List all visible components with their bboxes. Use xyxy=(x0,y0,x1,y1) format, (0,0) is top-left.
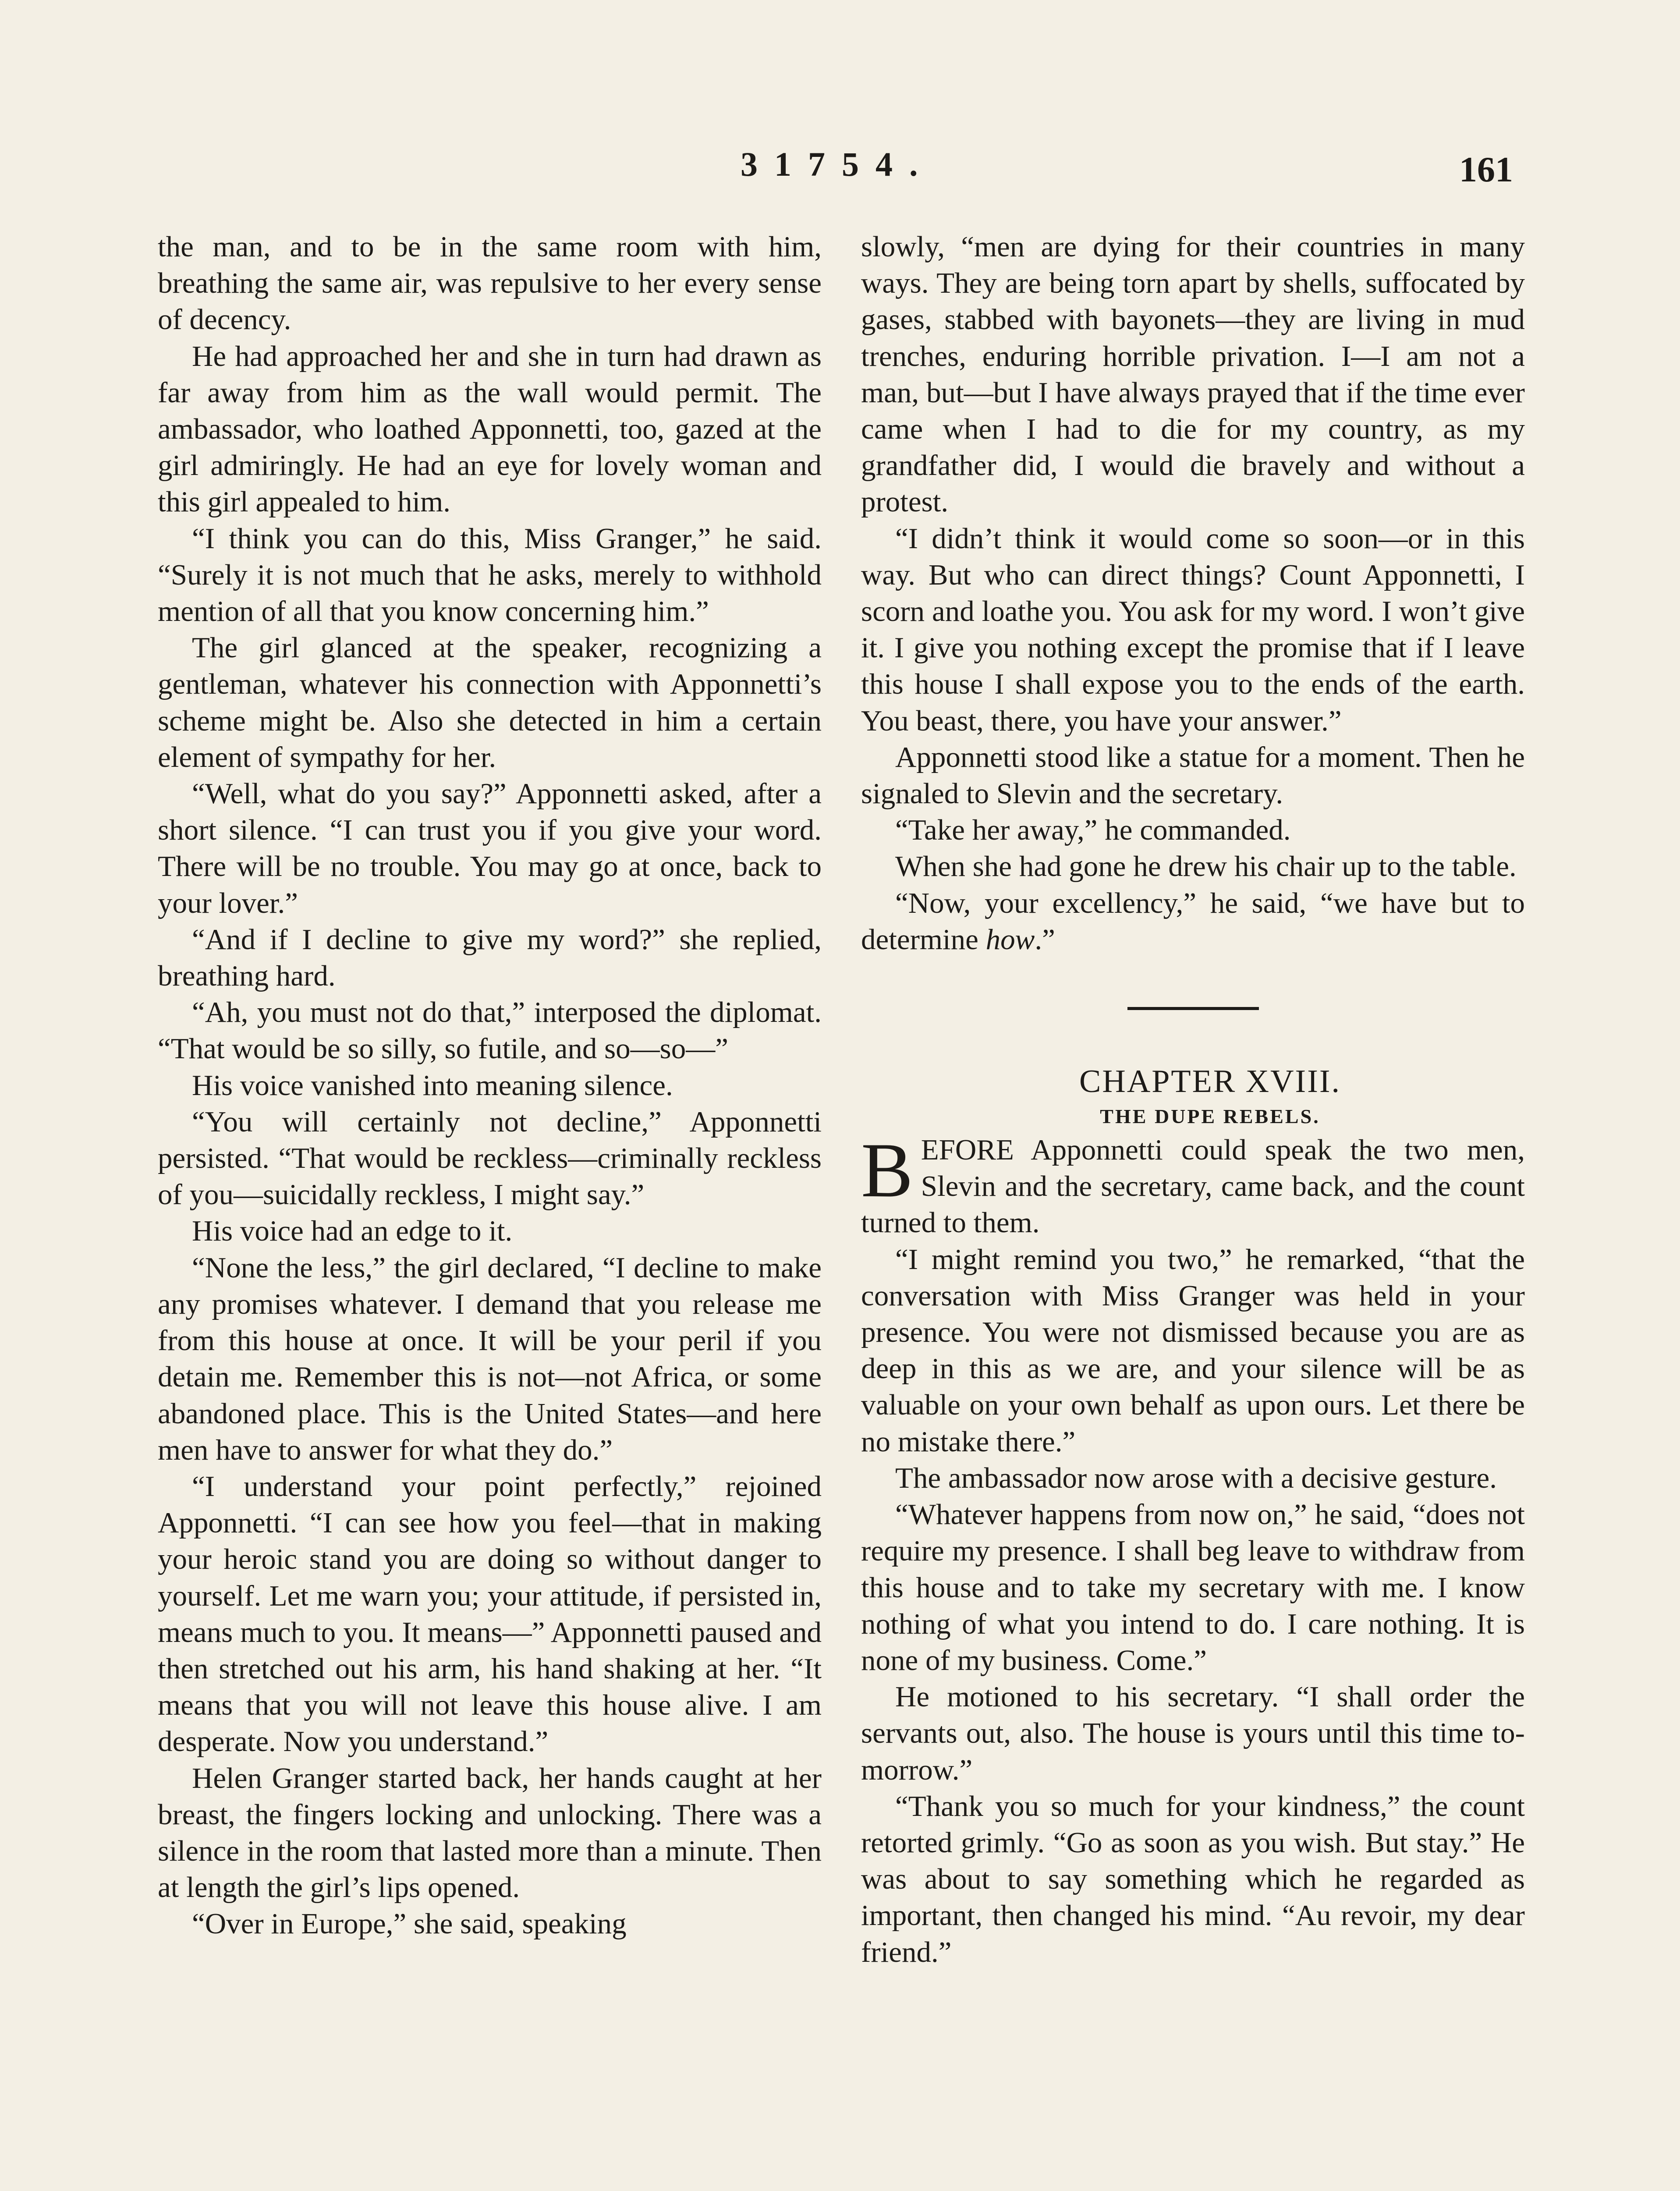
paragraph: “None the less,” the girl declared, “I decline to make any promises whatever. I demand that you release me from this house at once. It will be your peril if you detain me. Remember this is not—not Africa, or some abandoned place. This is the United States—and here men have to answer for what they do.” xyxy=(158,1251,822,1466)
left-column xyxy=(158,229,822,1943)
emphasis-text: how xyxy=(985,923,1035,956)
paragraph: “I might remind you two,” he remarked, “that the conversation with Miss Granger was held in your presence. You were not dismissed because you are as deep in this as we are, and your silence will be as valuable on your own behalf as upon ours. Let there be no mistake there.” xyxy=(861,1243,1525,1458)
paragraph: “Whatever happens from now on,” he said, “does not require my presence. I shall beg leave to withdraw from this house and to take my secretary with me. I know nothing of what you intend to do. I care nothing. It is none of my business. Come.” xyxy=(861,1498,1525,1677)
paragraph-text: EFORE Apponnetti could speak the two men, Slevin and the secretary, came back, and the count turned to them. xyxy=(861,1134,1525,1239)
paragraph: “Thank you so much for your kindness,” the count retorted grimly. “Go as soon as you wish. But stay.” He was about to say something which he regarded as important, then changed his mind. “Au revoir, my dear friend.” xyxy=(861,1790,1525,1968)
paragraph-text: “Now, your excellency,” he said, “we have but to determine xyxy=(861,886,1525,956)
paragraph: His voice had an edge to it. xyxy=(192,1215,513,1248)
paragraph: His voice vanished into meaning silence. xyxy=(192,1069,673,1102)
paragraph: He had approached her and she in turn had drawn as far away from him as the wall would permit. The ambassador, who loathed Apponnetti, too, gazed at the girl admiringly. He had an eye for lovely woman and this girl appealed to him. xyxy=(158,340,822,518)
drop-cap: B xyxy=(861,1127,913,1214)
chapter-title: CHAPTER XVIII. xyxy=(1079,1064,1341,1100)
page-number: 161 xyxy=(1459,149,1513,189)
right-column xyxy=(861,229,1525,1971)
paragraph: “And if I decline to give my word?” she replied, breathing hard. xyxy=(158,923,822,993)
section-divider xyxy=(1127,1007,1259,1010)
paragraph: “I think you can do this, Miss Granger,” he said. “Surely it is not much that he asks, merely to withhold mention of all that you know concerning him.” xyxy=(158,522,822,628)
paragraph: The ambassador now arose with a decisive gesture. xyxy=(895,1461,1497,1494)
page-header-code: 31754. xyxy=(741,145,935,183)
paragraph: “Take her away,” he commanded. xyxy=(895,814,1291,847)
chapter-opening-paragraph xyxy=(861,1127,1525,1241)
paragraph-text-end: .” xyxy=(1035,923,1055,956)
paragraph: the man, and to be in the same room with him, breathing the same air, was repulsive to her every sense of decency. xyxy=(158,230,822,336)
paragraph: “You will certainly not decline,” Apponnetti persisted. “That would be reckless—criminally reckless of you—suicidally reckless, I might say.” xyxy=(158,1105,822,1211)
paragraph xyxy=(861,885,1525,958)
paragraph: “I didn’t think it would come so soon—or in this way. But who can direct things? Count Apponnetti, I scorn and loathe you. You ask for my word. I won’t give it. I give you nothing except the promise that if I leave this house I shall expose you to the ends of the earth. You beast, there, you have your answer.” xyxy=(861,522,1525,737)
paragraph: Apponnetti stood like a statue for a moment. Then he signaled to Slevin and the secretary. xyxy=(861,741,1525,810)
paragraph: “Ah, you must not do that,” interposed the diplomat. “That would be so silly, so futile, and so—so—” xyxy=(158,996,822,1065)
paragraph: He motioned to his secretary. “I shall order the servants out, also. The house is yours until this time to-morrow.” xyxy=(861,1680,1525,1786)
paragraph: slowly, “men are dying for their countries in many ways. They are being torn apart by shells, suffocated by gases, stabbed with bayonets—they are living in mud trenches, enduring horrible privation. I—I am not a man, but—but I have always prayed that if the time ever came when I had to die for my country, as my grandfather did, I would die bravely and without a protest. xyxy=(861,230,1525,518)
paragraph: The girl glanced at the speaker, recognizing a gentleman, whatever his connection with Apponnetti’s scheme might be. Also she detected in him a certain element of sympathy for her. xyxy=(158,631,822,773)
paragraph: “I understand your point perfectly,” rejoined Apponnetti. “I can see how you feel—that in making your heroic stand you are doing so without danger to yourself. Let me warn you; your attitude, if persisted in, means much to you. It means—” Apponnetti paused and then stretched out his arm, his hand shaking at her. “It means that you will not leave this house alive. I am desperate. Now you understand.” xyxy=(158,1470,822,1758)
paragraph: When she had gone he drew his chair up to the table. xyxy=(895,850,1517,883)
chapter-subtitle: THE DUPE REBELS. xyxy=(1100,1105,1320,1128)
paragraph: “Over in Europe,” she said, speaking xyxy=(192,1907,627,1940)
paragraph: “Well, what do you say?” Apponnetti asked, after a short silence. “I can trust you if you give your word. There will be no trouble. You may go at once, back to your lover.” xyxy=(158,777,822,919)
paragraph: Helen Granger started back, her hands caught at her breast, the fingers locking and unlocking. There was a silence in the room that lasted more than a minute. Then at length the girl’s lips opened. xyxy=(158,1762,822,1904)
